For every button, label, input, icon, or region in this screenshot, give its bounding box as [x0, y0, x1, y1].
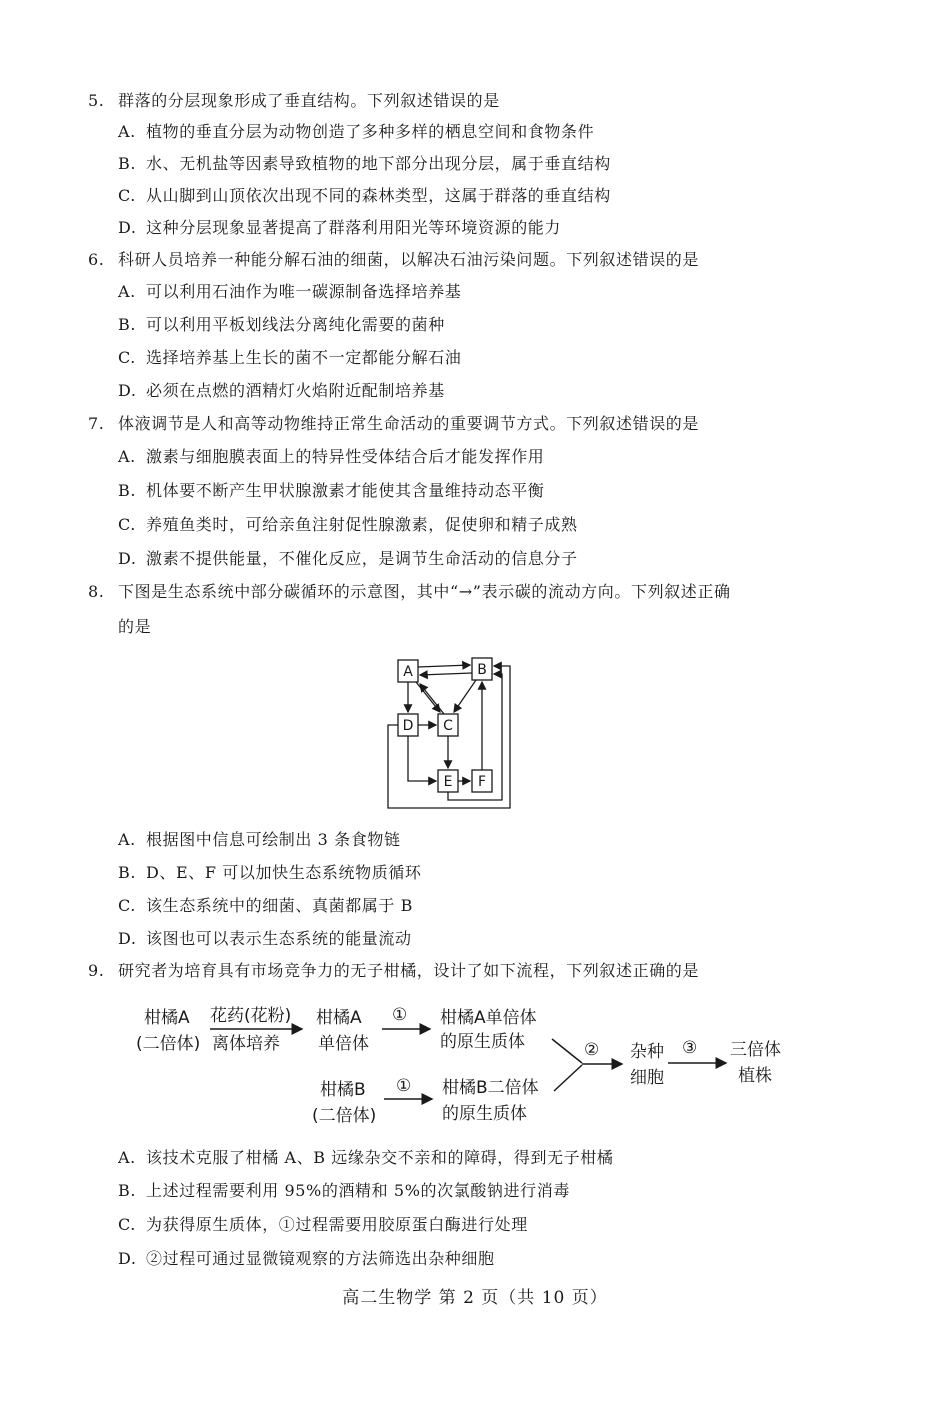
q5-option-c: C. 从山脚到山顶依次出现不同的森林类型，这属于群落的垂直结构 — [118, 186, 611, 205]
node-a-label: A — [403, 664, 413, 680]
citrus-b-ploidy: (二倍体) — [312, 1106, 377, 1126]
anther-culture-label: 花药(花粉) — [210, 1006, 292, 1026]
q8-stem: 8. 下图是生态系统中部分碳循环的示意图，其中“→”表示碳的流动方向。下列叙述正确 — [88, 582, 731, 601]
step-3: ③ — [682, 1038, 698, 1058]
q6-option-c: C. 选择培养基上生长的菌不一定都能分解石油 — [118, 348, 462, 367]
hybrid-cell-line2: 细胞 — [630, 1068, 664, 1088]
citrus-b-label: 柑橘B — [320, 1080, 366, 1100]
q9-stem: 9. 研究者为培育具有市场竞争力的无子柑橘，设计了如下流程，下列叙述正确的是 — [88, 961, 700, 980]
q8-option-d: D. 该图也可以表示生态系统的能量流动 — [118, 929, 412, 948]
haploid-label: 单倍体 — [318, 1034, 369, 1054]
node-b-label: B — [477, 662, 487, 678]
q7-option-d: D. 激素不提供能量，不催化反应，是调节生命活动的信息分子 — [118, 549, 578, 568]
q9-option-d: D. ②过程可通过显微镜观察的方法筛选出杂种细胞 — [118, 1249, 495, 1268]
fusion-line-bottom — [554, 1065, 582, 1091]
node-c-label: C — [443, 718, 453, 734]
q5-option-b: B. 水、无机盐等因素导致植物的地下部分出现分层，属于垂直结构 — [118, 154, 611, 173]
page-footer: 高二生物学 第 2 页（共 10 页） — [342, 1288, 608, 1308]
citrus-a-ploidy: (二倍体) — [136, 1034, 201, 1054]
node-d-label: D — [402, 718, 414, 734]
node-f-label: F — [477, 774, 487, 790]
protoplast-b-line1: 柑橘B二倍体 — [442, 1078, 539, 1098]
fusion-line-top — [552, 1039, 582, 1063]
triploid-line2: 植株 — [738, 1066, 772, 1086]
q9-option-a: A. 该技术克服了柑橘 A、B 远缘杂交不亲和的障碍，得到无子柑橘 — [118, 1148, 614, 1167]
q9-option-c: C. 为获得原生质体，①过程需要用胶原蛋白酶进行处理 — [118, 1215, 528, 1234]
q6-option-a: A. 可以利用石油作为唯一碳源制备选择培养基 — [118, 282, 462, 301]
q8-option-c: C. 该生态系统中的细菌、真菌都属于 B — [118, 896, 414, 915]
q8-stem-continued: 的是 — [118, 617, 152, 636]
step-1-bottom: ① — [396, 1076, 412, 1096]
protoplast-a-line2: 的原生质体 — [440, 1032, 525, 1052]
step-1-top: ① — [392, 1005, 408, 1025]
q7-option-b: B. 机体要不断产生甲状腺激素才能使其含量维持动态平衡 — [118, 481, 545, 500]
hybrid-cell-line1: 杂种 — [630, 1042, 664, 1062]
in-vitro-culture-label: 离体培养 — [212, 1034, 280, 1054]
q7-option-c: C. 养殖鱼类时，可给亲鱼注射促性腺激素，促使卵和精子成熟 — [118, 515, 578, 534]
q6-stem: 6. 科研人员培养一种能分解石油的细菌，以解决石油污染问题。下列叙述错误的是 — [88, 250, 700, 269]
carbon-cycle-diagram — [382, 652, 528, 814]
q8-option-a: A. 根据图中信息可绘制出 3 条食物链 — [118, 830, 401, 849]
breeding-flowchart — [134, 995, 814, 1131]
citrus-a-label: 柑橘A — [144, 1008, 190, 1028]
q6-option-b: B. 可以利用平板划线法分离纯化需要的菌种 — [118, 315, 445, 334]
q5-stem: 5. 群落的分层现象形成了垂直结构。下列叙述错误的是 — [88, 91, 500, 110]
triploid-line1: 三倍体 — [730, 1040, 781, 1060]
q9-option-b: B. 上述过程需要利用 95%的酒精和 5%的次氯酸钠进行消毒 — [118, 1181, 570, 1200]
q7-stem: 7. 体液调节是人和高等动物维持正常生命活动的重要调节方式。下列叙述错误的是 — [88, 414, 700, 433]
protoplast-b-line2: 的原生质体 — [442, 1104, 527, 1124]
q7-option-a: A. 激素与细胞膜表面上的特异性受体结合后才能发挥作用 — [118, 447, 545, 466]
q5-option-a: A. 植物的垂直分层为动物创造了多种多样的栖息空间和食物条件 — [118, 122, 595, 141]
q6-option-d: D. 必须在点燃的酒精灯火焰附近配制培养基 — [118, 381, 445, 400]
protoplast-a-line1: 柑橘A单倍体 — [440, 1008, 537, 1028]
q5-option-d: D. 这种分层现象显著提高了群落利用阳光等环境资源的能力 — [118, 218, 562, 237]
node-e-label: E — [443, 774, 453, 790]
q8-option-b: B. D、E、F 可以加快生态系统物质循环 — [118, 863, 422, 882]
citrus-a-haploid-name: 柑橘A — [316, 1008, 362, 1028]
step-2: ② — [584, 1040, 600, 1060]
